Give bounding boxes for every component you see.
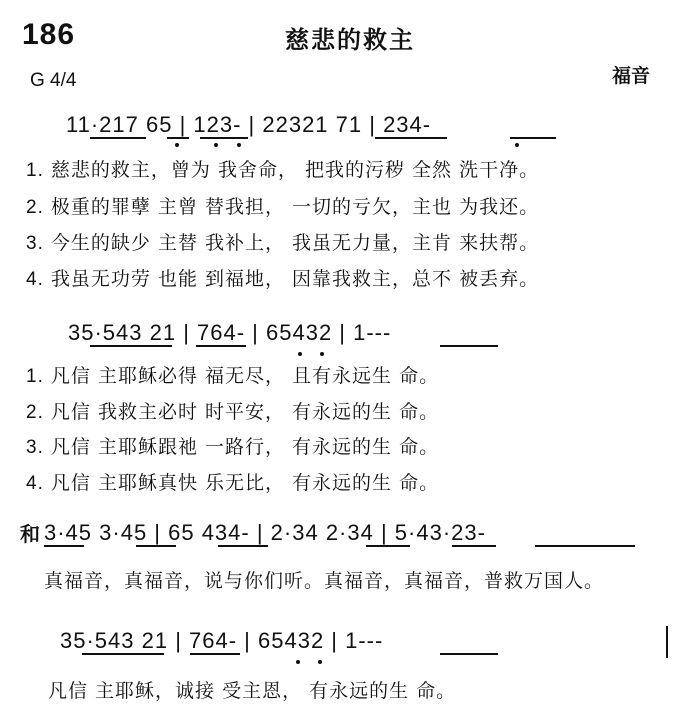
verse-line: 3. 凡信 主耶稣跟祂 一路行， 有永远的生 命。 — [26, 436, 440, 458]
underline — [366, 545, 410, 547]
notation-line-refrain: 3·45 3·45 | 65 434- | 2·34 2·34 | 5·43·23- — [44, 520, 486, 545]
underline — [82, 653, 164, 655]
low-octave-dot — [318, 660, 322, 664]
underline — [196, 345, 246, 347]
low-octave-dot — [237, 143, 241, 147]
notation-line-4: 35·543 21 | 764- | 65432 | 1--- — [60, 628, 384, 653]
verse-line: 2. 极重的罪孽 主曾 替我担， 一切的亏欠，主也 为我还。 — [26, 196, 540, 218]
underline — [200, 137, 248, 139]
low-octave-dot — [214, 143, 218, 147]
notation-line-1: 11·217 65 | 123- | 22321 71 | 234- — [66, 112, 432, 137]
final-barline — [666, 626, 668, 658]
low-octave-dot — [175, 143, 179, 147]
low-octave-dot — [515, 143, 519, 147]
category-label: 福音 — [612, 65, 651, 87]
underline — [190, 653, 240, 655]
underline — [44, 545, 84, 547]
verse-line: 3. 今生的缺少 主替 我补上， 我虽无力量，主肯 来扶帮。 — [26, 232, 540, 254]
verse-line: 1. 慈悲的救主，曾为 我舍命， 把我的污秽 全然 洗干净。 — [26, 159, 540, 181]
underline — [218, 545, 268, 547]
underline — [452, 545, 496, 547]
notation-line-2: 35·543 21 | 764- | 65432 | 1--- — [68, 320, 392, 345]
underline — [510, 137, 556, 139]
low-octave-dot — [298, 352, 302, 356]
underline — [136, 545, 176, 547]
low-octave-dot — [296, 660, 300, 664]
verse-line: 2. 凡信 我救主必时 时平安， 有永远的生 命。 — [26, 401, 440, 423]
key-signature: G 4/4 — [30, 70, 77, 91]
hymn-number: 186 — [22, 18, 76, 51]
underline — [440, 653, 498, 655]
refrain-label: 和 — [20, 522, 40, 546]
underline — [375, 137, 447, 139]
underline — [440, 345, 498, 347]
verse-line: 4. 凡信 主耶稣真快 乐无比， 有永远的生 命。 — [26, 472, 440, 494]
underline — [90, 345, 172, 347]
low-octave-dot — [320, 352, 324, 356]
underline — [167, 137, 189, 139]
verse-line: 1. 凡信 主耶稣必得 福无尽， 且有永远生 命。 — [26, 365, 440, 387]
refrain-lyric: 真福音，真福音，说与你们听。真福音，真福音，普救万国人。 — [44, 570, 605, 592]
underline — [90, 137, 146, 139]
verse-line: 4. 我虽无功劳 也能 到福地， 因靠我救主，总不 被丢弃。 — [26, 268, 540, 290]
final-lyric: 凡信 主耶稣，诚接 受主恩， 有永远的生 命。 — [48, 680, 457, 702]
hymn-title: 慈悲的救主 — [285, 26, 415, 54]
underline — [535, 545, 635, 547]
